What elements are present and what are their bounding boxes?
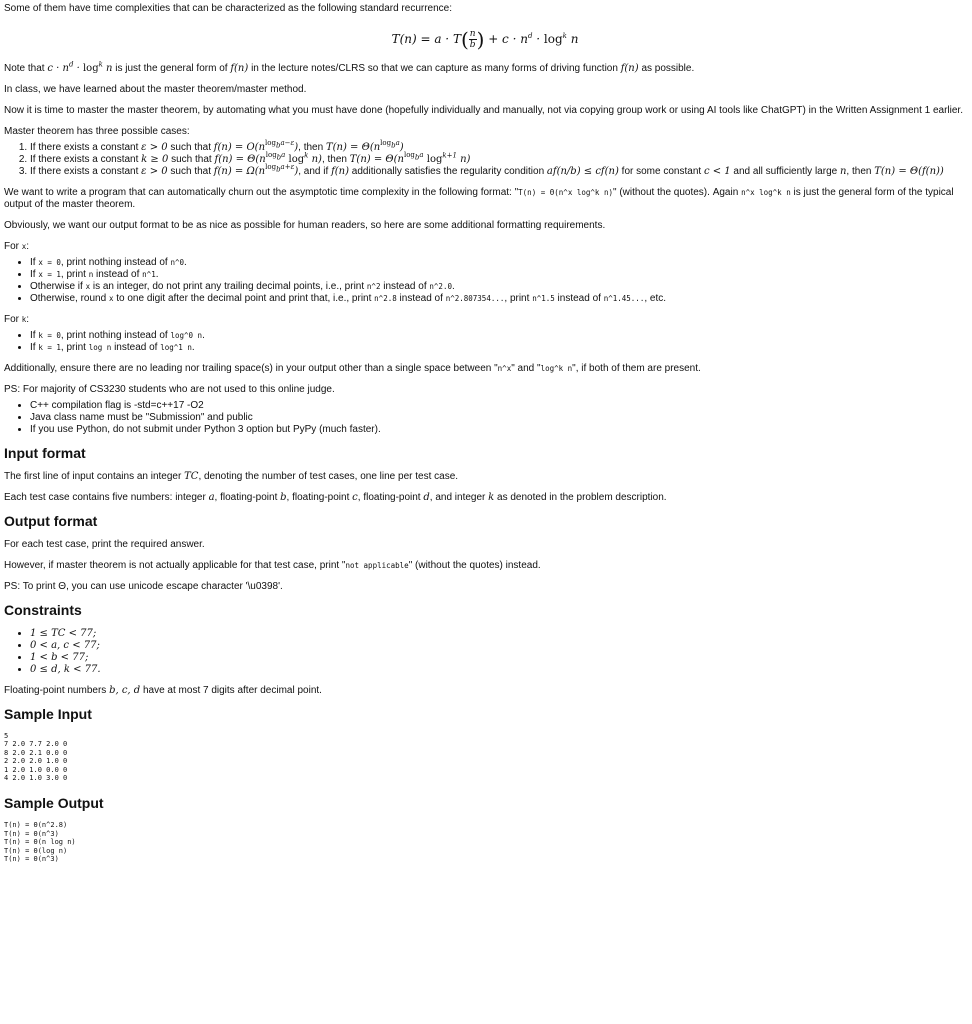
judge-notes-list: [4, 400, 966, 436]
judge-note: • Java class name must be "Submission" and public: [30, 412, 966, 424]
output-format-heading: Output format: [4, 512, 98, 529]
k-rules-list: [4, 330, 966, 354]
intro-text: Some of them have time complexities that can be characterized as the following standard recurrence:: [4, 3, 453, 14]
case-3: 3. If there exists a constant ε > 0 such that $f(n) = \Omega(n^{log_ba+\varepsilon})$, and if f(n) additionally satisfies the regularity condition af(n/b) ≤ cf(n) for some constant c < 1 and all sufficiently large n, then T(n) = Θ(f(n)): [30, 166, 966, 178]
x-rule: • Otherwise if x is an integer, do not print any trailing decimal points, i.e., print n^2 instead of n^2.0.: [30, 281, 966, 293]
judge-note: • If you use Python, do not submit under Python 3 option but PyPy (much faster).: [30, 424, 966, 436]
now-time-text: Now it is time to master the master theorem, by automating what you must have done (hopefully individually and manually, not via copying group work or using AI tools like ChatGPT) in the Written Assignment 1 earlier.: [4, 104, 963, 116]
output-line-3: PS: To print Θ, you can use unicode escape character '\u0398'.: [4, 580, 283, 592]
obviously-text: Obviously, we want our output format to be as nice as possible for human readers, so here are some additional formatting requirements.: [4, 219, 606, 231]
constraint: • 1 ≤ TC < 77;: [30, 628, 966, 640]
for-k-label: For k:: [4, 313, 30, 325]
for-x-label: For x:: [4, 240, 30, 252]
in-class-text: In class, we have learned about the master theorem/master method.: [4, 83, 307, 95]
sample-output-block[interactable]: T(n) = Θ(n^2.8) T(n) = Θ(n^3) T(n) = Θ(n log n) T(n) = Θ(log n) T(n) = Θ(n^3): [4, 821, 76, 864]
constraints-list: [4, 628, 966, 676]
constraint: • 1 < b < 77;: [30, 652, 966, 664]
k-rule: • If k = 1, print log n instead of log^1 n.: [30, 342, 966, 354]
input-line-2: Each test case contains five numbers: integer a, floating-point b, floating-point c, floating-point d, and integer k as denoted in the problem description.: [4, 491, 667, 503]
constraint: • 0 ≤ d, k < 77.: [30, 664, 966, 676]
note-paragraph: Note that $c \cdot n^d \cdot \log^k n$ is just the general form of f(n) in the lecture notes/CLRS so that we can capture as many forms of driving function f(n) as possible.: [4, 60, 695, 74]
input-line-1: The first line of input contains an integer TC, denoting the number of test cases, one line per test case.: [4, 470, 459, 482]
sample-input-block[interactable]: 5 7 2.0 7.7 2.0 0 8 2.0 2.1 0.0 0 2 2.0 2.0 1.0 0 1 2.0 1.0 0.0 0 4 2.0 1.0 3.0 0: [4, 731, 68, 783]
additionally-text: Additionally, ensure there are no leading nor trailing space(s) in your output other than a single space between "n^x" and "log^k n", if both of them are present.: [4, 362, 701, 374]
case-2: 2. If there exists a constant k ≥ 0 such that $f(n) = \Theta(n^{log_ba}$ $\log^k n$), then $T(n) = \Theta(n^{log_ba}$ $\log^{k+1} n$): [30, 154, 966, 166]
ps-judge-text: PS: For majority of CS3230 students who are not used to this online judge.: [4, 383, 335, 395]
x-rule: • If x = 0, print nothing instead of n^0.: [30, 257, 966, 269]
x-rule: • Otherwise, round x to one digit after the decimal point and print that, i.e., print n^2.8 instead of n^2.807354..., print n^1.5 instead of n^1.45..., etc.: [30, 293, 966, 305]
input-format-heading: Input format: [4, 444, 86, 461]
sample-output-heading: Sample Output: [4, 795, 104, 812]
cases-intro: Master theorem has three possible cases:: [4, 125, 190, 137]
float-note: Floating-point numbers b, c, d have at most 7 digits after decimal point.: [4, 684, 322, 696]
want-paragraph: We want to write a program that can automatically churn out the asymptotic time complexity in the following format: "T(n) = Θ(n^x log^k n)" (without the quotes). Again n^x log^k n is just the general form of the typical output of the master theorem.: [4, 186, 954, 210]
constraint: • 0 < a, c < 77;: [30, 640, 966, 652]
judge-note: • C++ compilation flag is -std=c++17 -O2: [30, 400, 966, 412]
driving-function-formula: $c \cdot n^d \cdot \log^k n$: [47, 60, 113, 74]
recurrence-formula: T(n) = a · T( $\frac{n}{b}$ ) + $c \cdot n^d \cdot \log^k n$: [391, 27, 579, 52]
master-theorem-cases: [4, 139, 966, 178]
sample-input-heading: Sample Input: [4, 705, 92, 722]
output-line-2: However, if master theorem is not actually applicable for that test case, print "not applicable" (without the quotes) instead.: [4, 559, 541, 571]
x-rule: • If x = 1, print n instead of n^1.: [30, 269, 966, 281]
x-rules-list: [4, 257, 966, 305]
k-rule: • If k = 0, print nothing instead of log^0 n.: [30, 330, 966, 342]
case-1: 1. If there exists a constant ε > 0 such that $f(n) = O(n^{log_ba-\varepsilon})$, then $T(n) = \Theta(n^{log_ba})$: [30, 142, 966, 154]
constraints-heading: Constraints: [4, 601, 82, 618]
output-line-1: For each test case, print the required answer.: [4, 538, 205, 550]
